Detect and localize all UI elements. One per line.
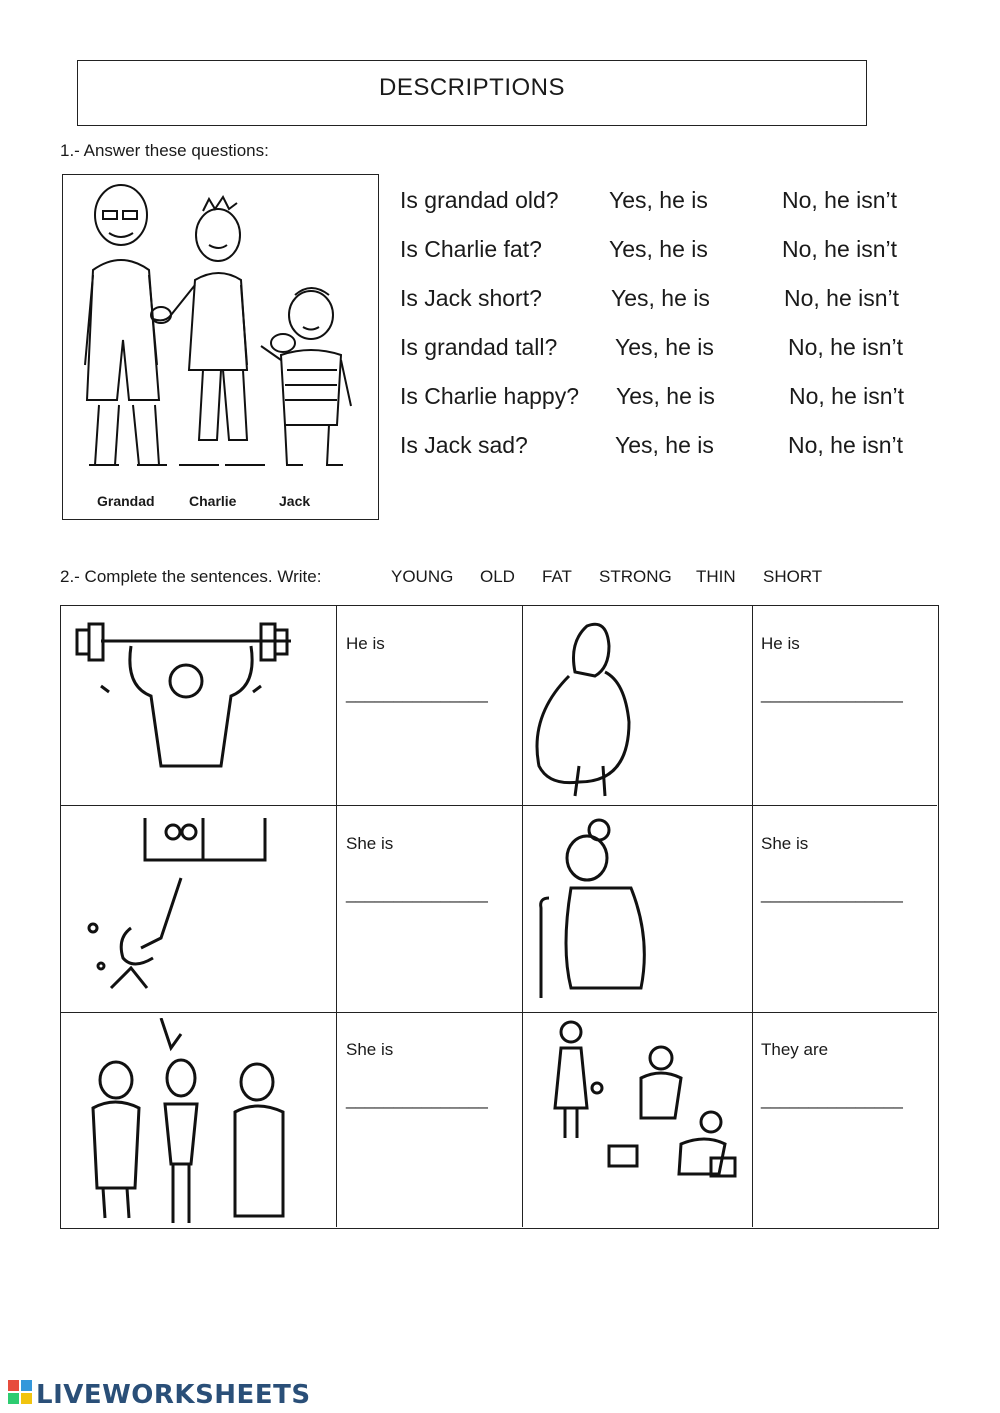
cell-prompt: He is	[761, 634, 800, 653]
cell-prompt: He is	[346, 634, 385, 653]
word-bank-item: STRONG	[599, 567, 672, 586]
word-bank-item: THIN	[696, 567, 736, 586]
answer-blank[interactable]: _______________	[761, 884, 903, 903]
three-women-image	[81, 1018, 311, 1223]
word-bank-item: FAT	[542, 567, 572, 586]
label-grandad: Grandad	[97, 493, 155, 509]
section1-instruction: 1.- Answer these questions:	[60, 141, 269, 160]
cell-prompt: She is	[346, 834, 394, 853]
question-text: Is Jack short?	[400, 285, 542, 311]
question-text: Is Jack sad?	[400, 432, 528, 458]
exercise-grid	[60, 605, 939, 1229]
liveworksheets-logo-text: LIVEWORKSHEETS	[36, 1380, 311, 1410]
question-row	[400, 334, 557, 361]
fat-man-image	[529, 616, 669, 801]
answer-yes[interactable]: Yes, he is	[616, 383, 715, 409]
label-jack: Jack	[279, 493, 311, 509]
young-children-image	[531, 1018, 741, 1188]
page-title: DESCRIPTIONS	[378, 74, 566, 101]
question-row	[400, 432, 528, 459]
question-row	[400, 285, 542, 312]
answer-yes[interactable]: Yes, he is	[615, 334, 714, 360]
answer-blank[interactable]: _______________	[761, 684, 903, 703]
word-bank-item: YOUNG	[391, 567, 454, 586]
answer-blank[interactable]: _______________	[346, 684, 488, 703]
question-row	[400, 236, 542, 263]
answer-blank[interactable]: _______________	[346, 1090, 488, 1109]
answer-no[interactable]: No, he isn’t	[782, 187, 898, 213]
cell-prompt: They are	[761, 1040, 829, 1059]
title-box	[77, 60, 867, 126]
answer-blank[interactable]: _______________	[761, 1090, 903, 1109]
answer-no[interactable]: No, he isn’t	[788, 432, 904, 458]
label-charlie: Charlie	[189, 493, 237, 509]
question-text: Is Charlie happy?	[400, 383, 579, 409]
grid-divider	[61, 1012, 937, 1013]
answer-yes[interactable]: Yes, he is	[609, 236, 708, 262]
family-drawing	[63, 175, 377, 518]
question-text: Is grandad old?	[400, 187, 559, 213]
question-row	[400, 187, 559, 214]
cell-prompt: She is	[346, 1040, 394, 1059]
grid-divider	[522, 606, 523, 1227]
strong-man-image	[71, 616, 321, 796]
answer-no[interactable]: No, he isn’t	[784, 285, 900, 311]
answer-yes[interactable]: Yes, he is	[609, 187, 708, 213]
question-text: Is grandad tall?	[400, 334, 558, 360]
question-text: Is Charlie fat?	[400, 236, 542, 262]
grid-divider	[752, 606, 753, 1227]
question-row	[400, 383, 579, 410]
short-girl-image	[81, 818, 281, 998]
answer-yes[interactable]: Yes, he is	[611, 285, 710, 311]
grid-divider	[61, 805, 937, 806]
grid-divider	[336, 606, 337, 1227]
answer-yes[interactable]: Yes, he is	[615, 432, 714, 458]
answer-no[interactable]: No, he isn’t	[782, 236, 898, 262]
cell-prompt: She is	[761, 834, 809, 853]
word-bank-item: SHORT	[763, 567, 823, 586]
liveworksheets-logo-icon	[8, 1380, 34, 1406]
answer-blank[interactable]: _______________	[346, 884, 488, 903]
family-illustration	[62, 174, 379, 520]
section2-instruction: 2.- Complete the sentences. Write:	[60, 567, 322, 586]
answer-no[interactable]: No, he isn’t	[789, 383, 905, 409]
word-bank-item: OLD	[480, 567, 515, 586]
answer-no[interactable]: No, he isn’t	[788, 334, 904, 360]
old-woman-image	[531, 818, 661, 1003]
